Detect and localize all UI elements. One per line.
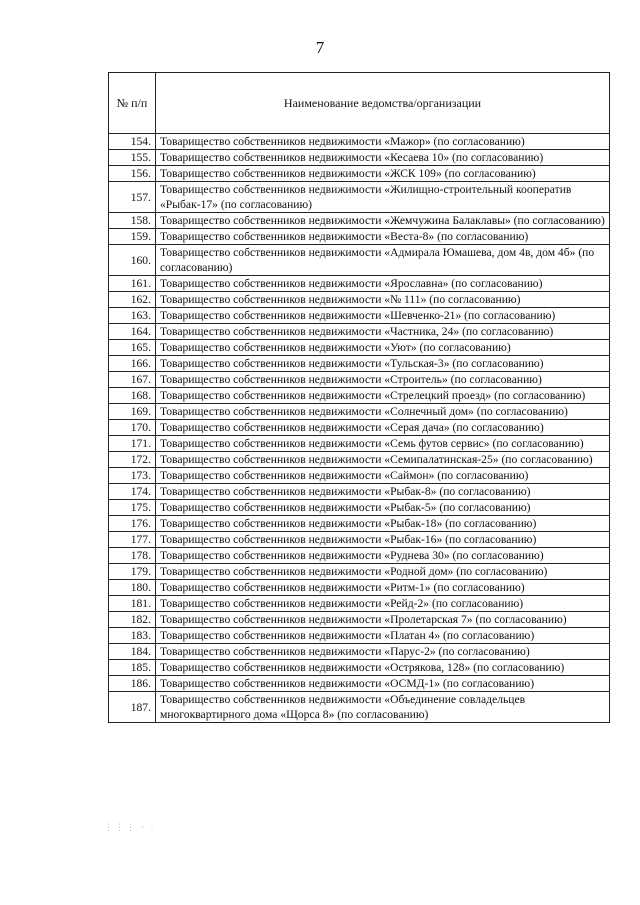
organization-name: Товарищество собственников недвижимости «Ритм-1» (по согласованию): [156, 580, 610, 596]
row-number: 155.: [109, 150, 156, 166]
table-row: [109, 245, 610, 276]
organization-name: Товарищество собственников недвижимости «Рейд-2» (по согласованию): [156, 596, 610, 612]
organization-name: Товарищество собственников недвижимости «Родной дом» (по согласованию): [156, 564, 610, 580]
table-row: [109, 213, 610, 229]
table-row: [109, 372, 610, 388]
table-row: [109, 276, 610, 292]
organization-name: Товарищество собственников недвижимости «Кесаева 10» (по согласованию): [156, 150, 610, 166]
table-row: [109, 660, 610, 676]
organization-name: Товарищество собственников недвижимости «Руднева 30» (по согласованию): [156, 548, 610, 564]
table-row: [109, 452, 610, 468]
row-number: 171.: [109, 436, 156, 452]
organization-name: Товарищество собственников недвижимости «Жилищно-строительный кооператив «Рыбак-17» (по согласованию): [156, 182, 610, 213]
organization-name: Товарищество собственников недвижимости «ОСМД-1» (по согласованию): [156, 676, 610, 692]
table-row: [109, 612, 610, 628]
organization-name: Товарищество собственников недвижимости «Пролетарская 7» (по согласованию): [156, 612, 610, 628]
organization-name: Товарищество собственников недвижимости «Адмирала Юмашева, дом 4в, дом 4б» (по согласованию): [156, 245, 610, 276]
row-number: 159.: [109, 229, 156, 245]
row-number: 180.: [109, 580, 156, 596]
organization-name: Товарищество собственников недвижимости «Мажор» (по согласованию): [156, 134, 610, 150]
organization-name: Товарищество собственников недвижимости «Тульская-3» (по согласованию): [156, 356, 610, 372]
table-row: [109, 484, 610, 500]
table-row: [109, 580, 610, 596]
table-row: [109, 516, 610, 532]
table-row: [109, 692, 610, 723]
table-row: [109, 676, 610, 692]
row-number: 179.: [109, 564, 156, 580]
table-row: [109, 356, 610, 372]
header-name: Наименование ведомства/организации: [156, 73, 610, 134]
row-number: 157.: [109, 182, 156, 213]
header-row: [109, 73, 610, 134]
row-number: 161.: [109, 276, 156, 292]
table-body: [109, 134, 610, 723]
organization-name: Товарищество собственников недвижимости «Саймон» (по согласованию): [156, 468, 610, 484]
row-number: 185.: [109, 660, 156, 676]
table-row: [109, 436, 610, 452]
table-row: [109, 166, 610, 182]
row-number: 164.: [109, 324, 156, 340]
row-number: 174.: [109, 484, 156, 500]
table-row: [109, 150, 610, 166]
table-row: [109, 548, 610, 564]
page-number: 7: [315, 38, 325, 57]
table-row: [109, 324, 610, 340]
row-number: 167.: [109, 372, 156, 388]
row-number: 181.: [109, 596, 156, 612]
organization-name: Товарищество собственников недвижимости «Ярославна» (по согласованию): [156, 276, 610, 292]
row-number: 163.: [109, 308, 156, 324]
organization-name: Товарищество собственников недвижимости «Жемчужина Балаклавы» (по согласованию): [156, 213, 610, 229]
row-number: 176.: [109, 516, 156, 532]
organization-name: Товарищество собственников недвижимости «Веста-8» (по согласованию): [156, 229, 610, 245]
row-number: 169.: [109, 404, 156, 420]
table-row: [109, 468, 610, 484]
organization-name: Товарищество собственников недвижимости «Платан 4» (по согласованию): [156, 628, 610, 644]
table-row: [109, 564, 610, 580]
organization-name: Товарищество собственников недвижимости «Острякова, 128» (по согласованию): [156, 660, 610, 676]
row-number: 160.: [109, 245, 156, 276]
organization-name: Товарищество собственников недвижимости «Рыбак-8» (по согласованию): [156, 484, 610, 500]
organizations-table: [108, 72, 610, 723]
table-row: [109, 388, 610, 404]
margin-mark: ⋮⋮⋮ · ·: [104, 822, 156, 832]
organization-name: Товарищество собственников недвижимости «Семь футов сервис» (по согласованию): [156, 436, 610, 452]
row-number: 186.: [109, 676, 156, 692]
organization-name: Товарищество собственников недвижимости «Серая дача» (по согласованию): [156, 420, 610, 436]
table-row: [109, 420, 610, 436]
organization-name: Товарищество собственников недвижимости «Парус-2» (по согласованию): [156, 644, 610, 660]
table-row: [109, 500, 610, 516]
row-number: 162.: [109, 292, 156, 308]
row-number: 182.: [109, 612, 156, 628]
table-row: [109, 644, 610, 660]
organization-name: Товарищество собственников недвижимости «№ 111» (по согласованию): [156, 292, 610, 308]
organization-name: Товарищество собственников недвижимости «Семипалатинская-25» (по согласованию): [156, 452, 610, 468]
row-number: 183.: [109, 628, 156, 644]
row-number: 158.: [109, 213, 156, 229]
organization-name: Товарищество собственников недвижимости «Шевченко-21» (по согласованию): [156, 308, 610, 324]
row-number: 172.: [109, 452, 156, 468]
row-number: 187.: [109, 692, 156, 723]
row-number: 184.: [109, 644, 156, 660]
organization-name: Товарищество собственников недвижимости «Уют» (по согласованию): [156, 340, 610, 356]
organization-name: Товарищество собственников недвижимости «ЖСК 109» (по согласованию): [156, 166, 610, 182]
table-row: [109, 596, 610, 612]
table-row: [109, 404, 610, 420]
table-row: [109, 134, 610, 150]
table-header: [109, 73, 610, 134]
organization-name: Товарищество собственников недвижимости «Солнечный дом» (по согласованию): [156, 404, 610, 420]
table-row: [109, 340, 610, 356]
table-row: [109, 292, 610, 308]
table-row: [109, 628, 610, 644]
table-row: [109, 532, 610, 548]
row-number: 170.: [109, 420, 156, 436]
row-number: 156.: [109, 166, 156, 182]
organization-name: Товарищество собственников недвижимости «Рыбак-16» (по согласованию): [156, 532, 610, 548]
organization-name: Товарищество собственников недвижимости «Рыбак-5» (по согласованию): [156, 500, 610, 516]
organization-name: Товарищество собственников недвижимости «Объединение совладельцев многоквартирного дома «Щорса 8» (по согласованию): [156, 692, 610, 723]
row-number: 168.: [109, 388, 156, 404]
organization-name: Товарищество собственников недвижимости «Частника, 24» (по согласованию): [156, 324, 610, 340]
row-number: 173.: [109, 468, 156, 484]
row-number: 165.: [109, 340, 156, 356]
organization-name: Товарищество собственников недвижимости «Стрелецкий проезд» (по согласованию): [156, 388, 610, 404]
row-number: 178.: [109, 548, 156, 564]
row-number: 175.: [109, 500, 156, 516]
organization-name: Товарищество собственников недвижимости «Строитель» (по согласованию): [156, 372, 610, 388]
organization-name: Товарищество собственников недвижимости «Рыбак-18» (по согласованию): [156, 516, 610, 532]
table-row: [109, 182, 610, 213]
row-number: 177.: [109, 532, 156, 548]
table-row: [109, 308, 610, 324]
row-number: 166.: [109, 356, 156, 372]
row-number: 154.: [109, 134, 156, 150]
table-row: [109, 229, 610, 245]
header-number: № п/п: [109, 73, 156, 134]
